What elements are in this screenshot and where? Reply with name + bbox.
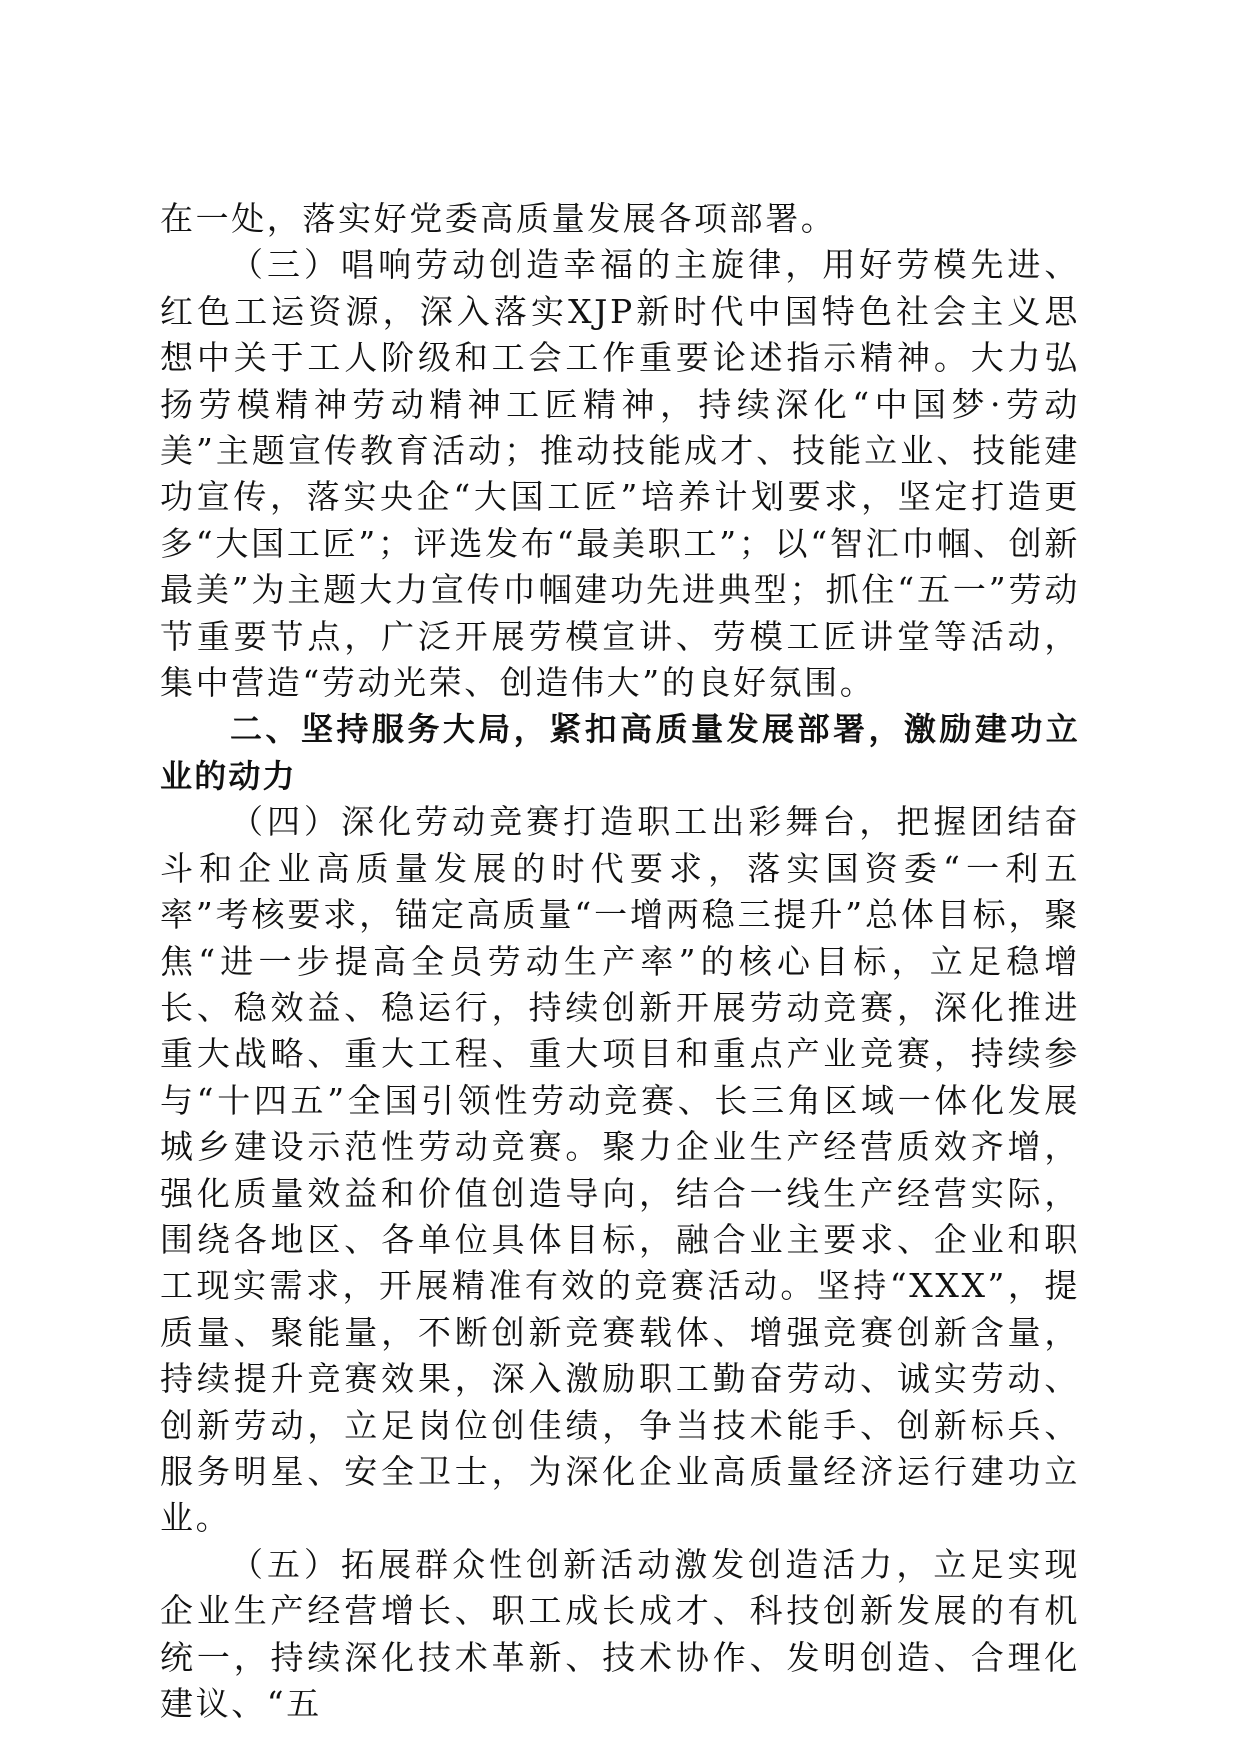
document-page (160, 196, 1080, 1727)
paragraph-section-five: （五）拓展群众性创新活动激发创造活力，立足实现企业生产经营增长、职工成长成才、科技创新发展的有机统一，持续深化技术革新、技术协作、发明创造、合理化建议、“五 (160, 1544, 1080, 1723)
paragraph-section-three: （三）唱响劳动创造幸福的主旋律，用好劳模先进、红色工运资源，深入落实XJP新时代中国特色社会主义思想中关于工人阶级和工会工作重要论述指示精神。大力弘扬劳模精神劳动精神工匠精神，持续深化“中国梦·劳动美”主题宣传教育活动；推动技能成才、技能立业、技能建功宣传，落实央企“大国工匠”培养计划要求，坚定打造更多“大国工匠”；评选发布“最美职工”；以“智汇巾帼、创新最美”为主题大力宣传巾帼建功先进典型；抓住“五一”劳动节重要节点，广泛开展劳模宣讲、劳模工匠讲堂等活动，集中营造“劳动光荣、创造伟大”的良好氛围。 (160, 245, 1080, 703)
paragraph-continuation: 在一处，落实好党委高质量发展各项部署。 (160, 199, 837, 238)
section-heading-two: 二、坚持服务大局，紧扣高质量发展部署，激励建功立业的动力 (160, 710, 1080, 795)
paragraph-section-four: （四）深化劳动竞赛打造职工出彩舞台，把握团结奋斗和企业高质量发展的时代要求，落实国资委“一利五率”考核要求，锚定高质量“一增两稳三提升”总体目标，聚焦“进一步提高全员劳动生产率”的核心目标，立足稳增长、稳效益、稳运行，持续创新开展劳动竞赛，深化推进重大战略、重大工程、重大项目和重点产业竞赛，持续参与“十四五”全国引领性劳动竞赛、长三角区域一体化发展城乡建设示范性劳动竞赛。聚力企业生产经营质效齐增，强化质量效益和价值创造导向，结合一线生产经营实际，围绕各地区、各单位具体目标，融合业主要求、企业和职工现实需求，开展精准有效的竞赛活动。坚持“XXX”，提质量、聚能量，不断创新竞赛载体、增强竞赛创新含量，持续提升竞赛效果，深入激励职工勤奋劳动、诚实劳动、创新劳动，立足岗位创佳绩，争当技术能手、创新标兵、服务明星、安全卫士，为深化企业高质量经济运行建功立业。 (160, 802, 1080, 1538)
